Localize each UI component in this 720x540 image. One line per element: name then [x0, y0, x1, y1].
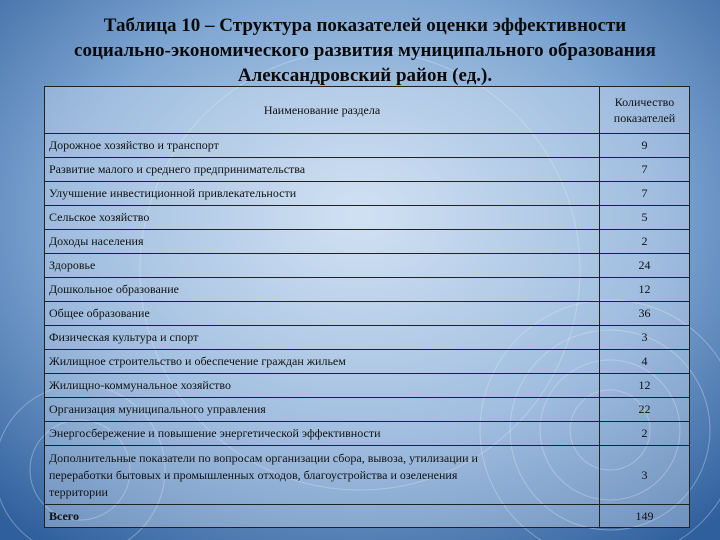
title-line-1: Таблица 10 – Структура показателей оценки эффективности	[103, 15, 627, 36]
header-count-line-1: Количество	[614, 95, 675, 109]
row-count: 12	[600, 278, 690, 302]
header-indicator-count	[600, 87, 690, 134]
row-name: Дошкольное образование	[45, 278, 600, 302]
row-count: 12	[600, 374, 690, 398]
table-row	[45, 302, 690, 326]
row-count: 9	[600, 134, 690, 158]
row-name: Физическая культура и спорт	[45, 326, 600, 350]
table-row	[45, 422, 690, 446]
table-row-total	[45, 505, 690, 528]
row-count: 7	[600, 158, 690, 182]
row-count: 2	[600, 422, 690, 446]
page-title	[30, 13, 700, 88]
row-name: Энергосбережение и повышение энергетической эффективности	[45, 422, 600, 446]
row-name: Сельское хозяйство	[45, 206, 600, 230]
table-row	[45, 374, 690, 398]
row-name	[45, 446, 600, 505]
row-name-line-1: Дополнительные показатели по вопросам организации сбора, вывоза, утилизации и	[49, 450, 478, 465]
row-count: 4	[600, 350, 690, 374]
table-row	[45, 254, 690, 278]
row-name: Доходы населения	[45, 230, 600, 254]
row-name: Улучшение инвестиционной привлекательности	[45, 182, 600, 206]
row-count: 5	[600, 206, 690, 230]
table-row	[45, 278, 690, 302]
table-row	[45, 158, 690, 182]
row-name: Общее образование	[45, 302, 600, 326]
row-count: 3	[600, 326, 690, 350]
total-label: Всего	[45, 505, 600, 528]
row-count: 22	[600, 398, 690, 422]
row-count: 7	[600, 182, 690, 206]
table-row	[45, 206, 690, 230]
title-line-3: Александровский район (ед.).	[237, 65, 493, 86]
row-count: 3	[600, 446, 690, 505]
row-name: Жилищно-коммунальное хозяйство	[45, 374, 600, 398]
row-name: Здоровье	[45, 254, 600, 278]
table-row	[45, 230, 690, 254]
title-line-2: социально-экономического развития муниципального образования	[74, 40, 656, 61]
table-row	[45, 398, 690, 422]
table-row	[45, 134, 690, 158]
table-row	[45, 350, 690, 374]
row-name: Развитие малого и среднего предпринимательства	[45, 158, 600, 182]
row-count: 36	[600, 302, 690, 326]
row-name: Жилищное строительство и обеспечение граждан жильем	[45, 350, 600, 374]
table-header-row	[45, 87, 690, 134]
indicators-table	[44, 86, 690, 528]
row-name-line-3: территории	[49, 484, 108, 499]
row-name: Организация муниципального управления	[45, 398, 600, 422]
header-section-name: Наименование раздела	[45, 87, 600, 134]
table-row-additional	[45, 446, 690, 505]
row-name: Дорожное хозяйство и транспорт	[45, 134, 600, 158]
table-row	[45, 326, 690, 350]
header-count-line-2: показателей	[613, 111, 676, 125]
row-count: 2	[600, 230, 690, 254]
row-count: 24	[600, 254, 690, 278]
total-count: 149	[600, 505, 690, 528]
table-row	[45, 182, 690, 206]
row-name-line-2: переработки бытовых и промышленных отходов, благоустройства и озеленения	[49, 467, 458, 482]
